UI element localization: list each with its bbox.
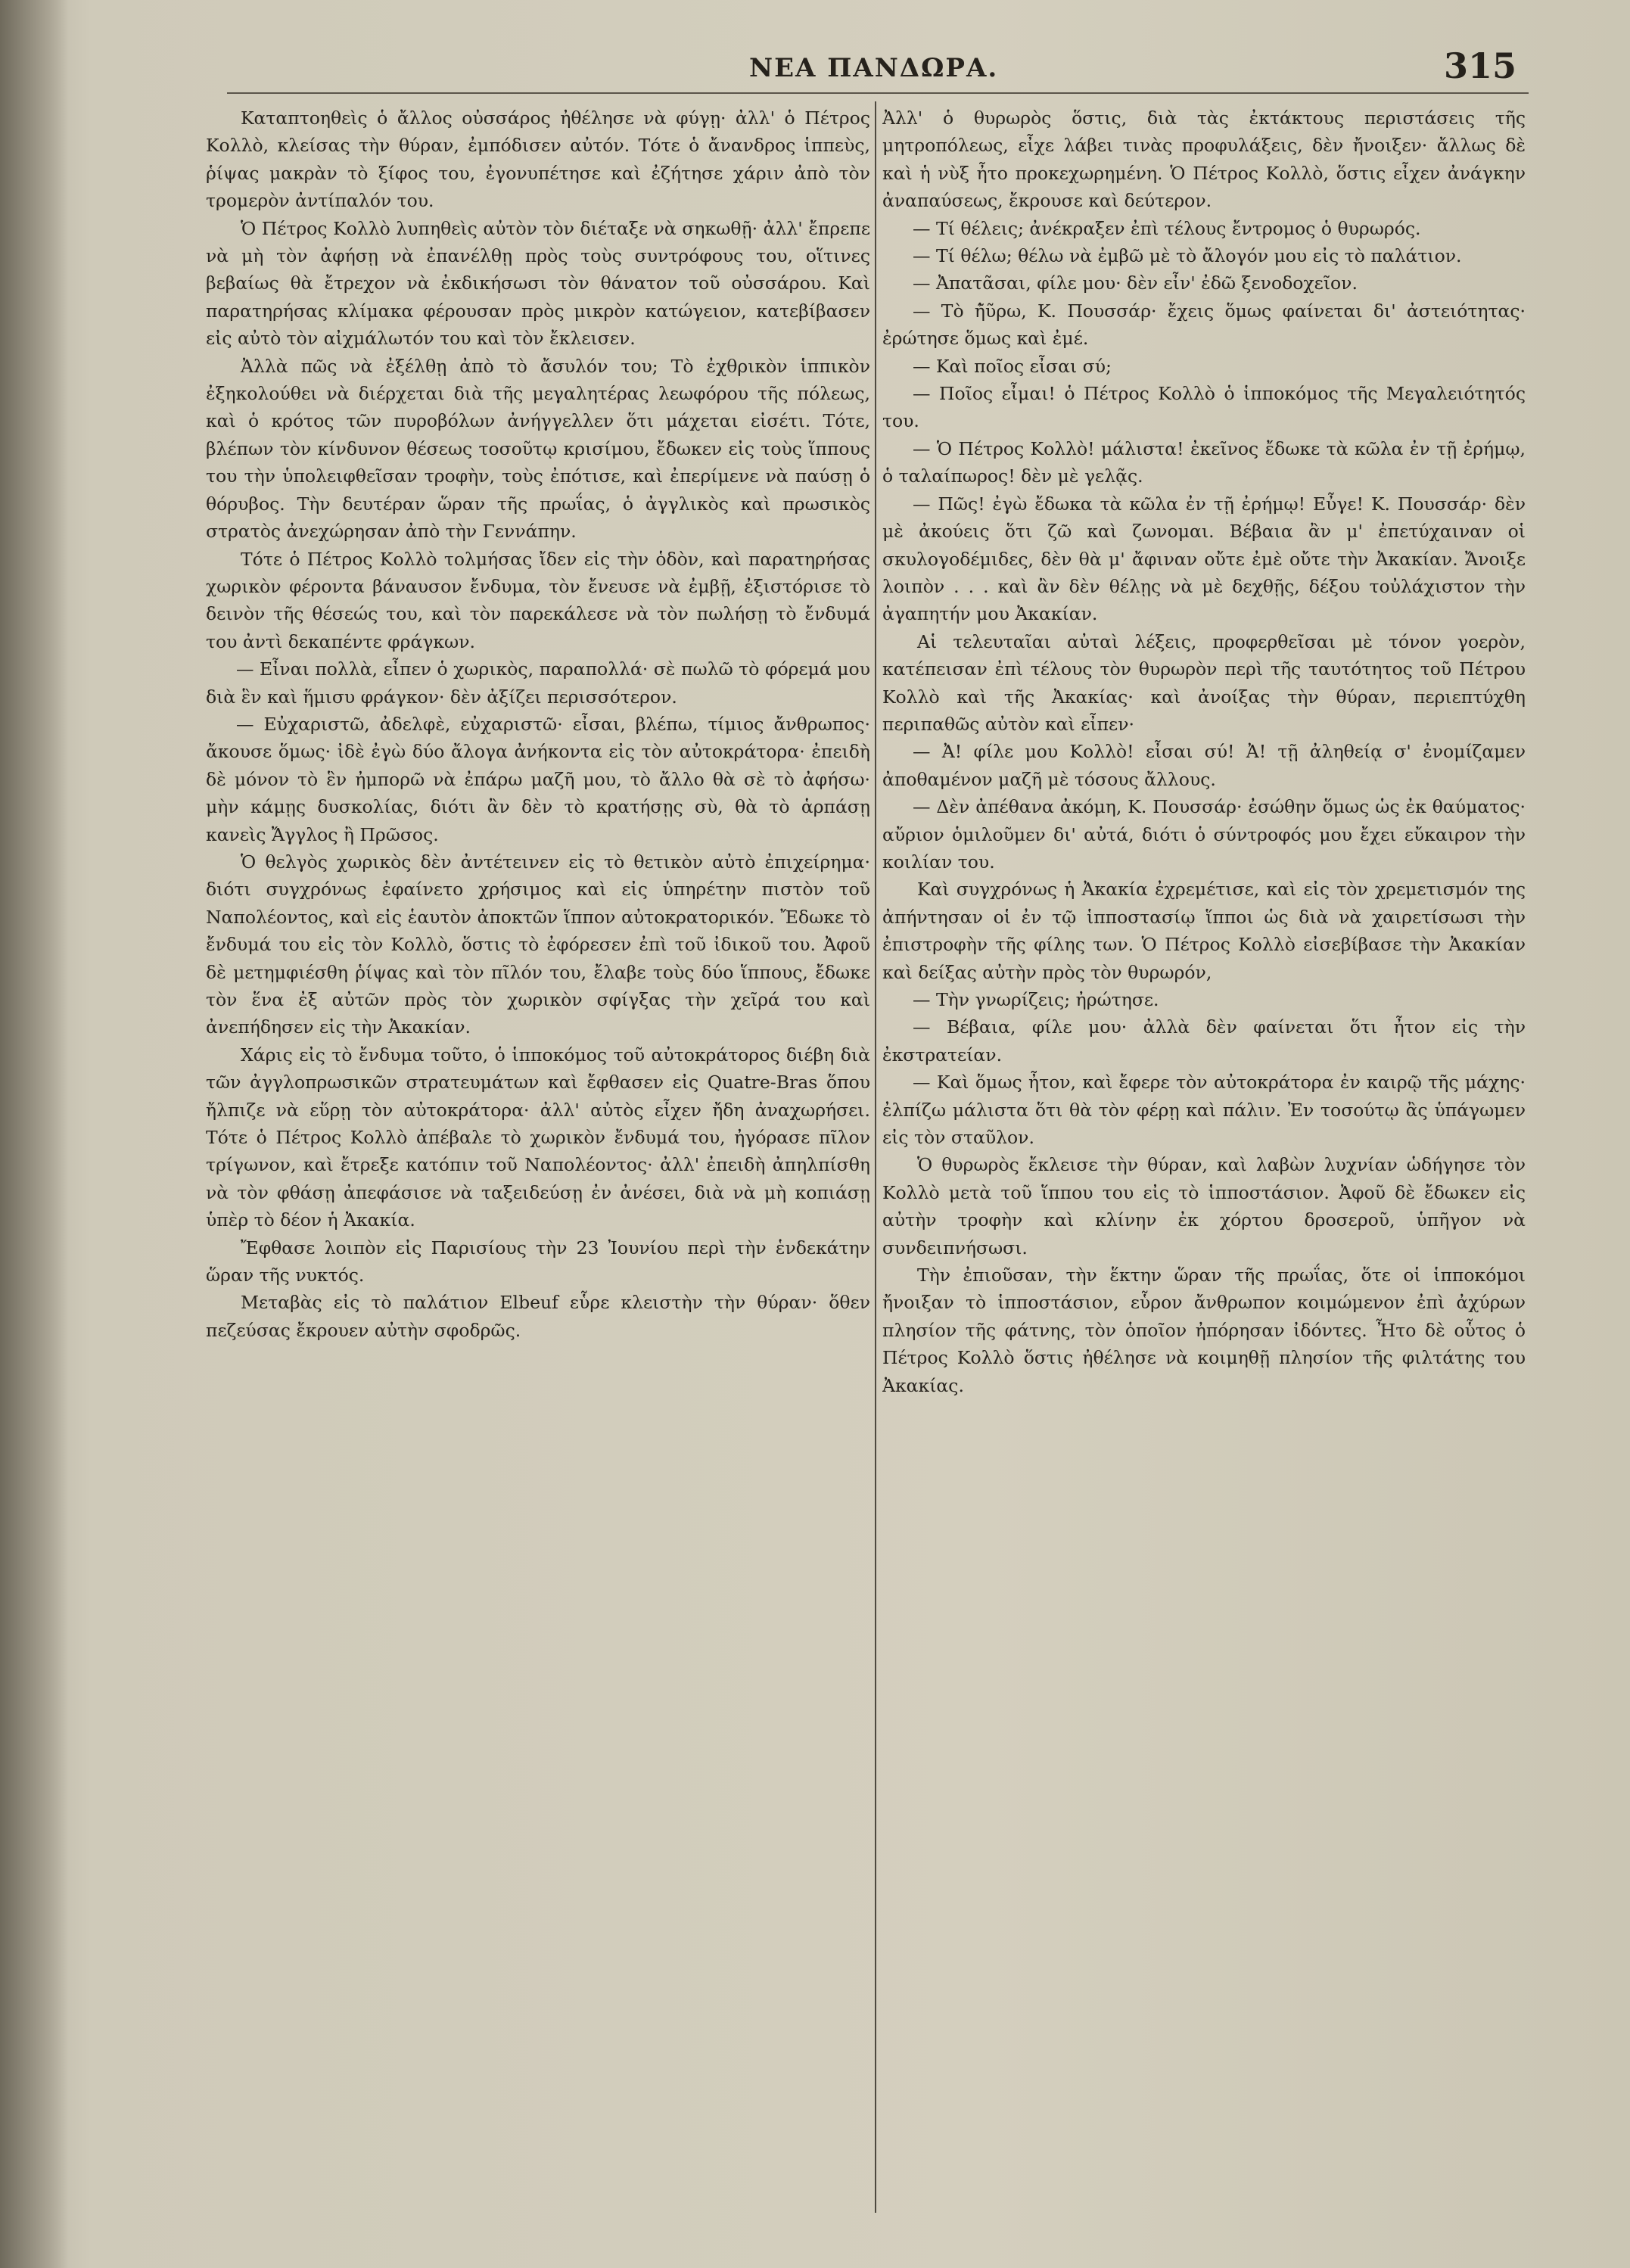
paragraph: Ὁ θυρωρὸς ἔκλεισε τὴν θύραν, καὶ λαβὼν λυχνίαν ὡδήγησε τὸν Κολλὸ μετὰ τοῦ ἵππου του εἰς τὸ ἱπποστάσιον. Ἀφοῦ δὲ ἔδωκεν εἰς αὐτὴν τροφὴν καὶ κλίνην ἐκ χόρτου δροσεροῦ, ὑπῆγον νὰ συνδειπνήσωσι. [882, 1154, 1526, 1258]
header-rule [227, 92, 1529, 94]
dialogue-paragraph: — Εἶναι πολλὰ, εἶπεν ὁ χωρικὸς, παραπολλά· σὲ πωλῶ τὸ φόρεμά μου διὰ ἓν καὶ ἥμισυ φράγκον· δὲν ἀξίζει περισσότερον. [206, 658, 870, 708]
page-header [0, 44, 1630, 89]
dialogue-paragraph: — Τί θέλεις; ἀνέκραξεν ἐπὶ τέλους ἔντρομος ὁ θυρωρός. [913, 217, 1421, 239]
dialogue-paragraph: — Καὶ ὅμως ἦτον, καὶ ἔφερε τὸν αὐτοκράτορα ἐν καιρῷ τῆς μάχης· ἐλπίζω μάλιστα ὅτι θὰ τὸν φέρῃ καὶ πάλιν. Ἐν τοσούτῳ ἂς ὑπάγωμεν εἰς τὸν σταῦλον. [882, 1072, 1526, 1149]
paragraph: Ἔφθασε λοιπὸν εἰς Παρισίους τὴν 23 Ἰουνίου περὶ τὴν ἑνδεκάτην ὥραν τῆς νυκτός. [206, 1237, 870, 1286]
dialogue-paragraph: — Ὁ Πέτρος Κολλὸ! μάλιστα! ἐκεῖνος ἔδωκε τὰ κῶλα ἐν τῇ ἐρήμῳ, ὁ ταλαίπωρος! δὲν μὲ γελᾷς. [882, 437, 1526, 487]
dialogue-paragraph: — Τὸ ἠ̃ῦρω, Κ. Πουσσάρ· ἔχεις ὅμως φαίνεται δι' ἀστειότητας· ἐρώτησε ὅμως καὶ ἐμέ. [882, 300, 1526, 350]
paragraph: Καὶ συγχρόνως ἡ Ἀκακία ἐχρεμέτισε, καὶ εἰς τὸν χρεμετισμόν της ἀπήντησαν οἱ ἐν τῷ ἱπποστασίῳ ἵπποι ὡς διὰ νὰ χαιρετίσωσι τὴν ἐπιστροφὴν τῆς φίλης των. Ὁ Πέτρος Κολλὸ εἰσεβίβασε τὴν Ἀκακίαν καὶ δείξας αὐτὴν πρὸς τὸν θυρωρόν, [882, 879, 1526, 983]
dialogue-paragraph: — Βέβαια, φίλε μου· ἀλλὰ δὲν φαίνεται ὅτι ἦτον εἰς τὴν ἐκστρατείαν. [882, 1016, 1526, 1066]
paragraph: Ὁ Πέτρος Κολλὸ λυπηθεὶς αὐτὸν τὸν διέταξε νὰ σηκωθῇ· ἀλλ' ἔπρεπε νὰ μὴ τὸν ἀφήσῃ νὰ ἐπανέλθῃ πρὸς τοὺς συντρόφους του, οἵτινες βεβαίως θὰ ἔτρεχον νὰ ἐκδικήσωσι τὸν θάνατον τοῦ οὐσσάρου. Καὶ παρατηρήσας κλίμακα φέρουσαν πρὸς μικρὸν κατώγειον, κατεβίβασεν εἰς αὐτὸ τὸν αἰχμάλωτόν του καὶ τὸν ἔκλεισεν. [206, 217, 870, 350]
dialogue-paragraph: — Πῶς! ἐγὼ ἔδωκα τὰ κῶλα ἐν τῇ ἐρήμῳ! Εὖγε! Κ. Πουσσάρ· δὲν μὲ ἀκούεις ὅτι ζῶ καὶ ζωνομαι. Βέβαια ἂν μ' ἐπετύχαιναν οἱ σκυλογοδέμιδες, δὲν θὰ μ' ἄφιναν οὔτε ἐμὲ οὔτε τὴν Ἀκακίαν. Ἄνοιξε λοιπὸν . . . καὶ ἂν δὲν θέλῃς νὰ μὲ δεχθῇς, δέξου τοὐλάχιστον τὴν ἀγαπητήν μου Ἀκακίαν. [882, 493, 1526, 625]
dialogue-paragraph: — Τί θέλω; θέλω νὰ ἐμβῶ μὲ τὸ ἄλογόν μου εἰς τὸ παλάτιον. [913, 245, 1462, 267]
book-spine-shadow [0, 0, 68, 2268]
dialogue-paragraph: — Ποῖος εἶμαι! ὁ Πέτρος Κολλὸ ὁ ἱπποκόμος τῆς Μεγαλειότητός του. [882, 383, 1526, 432]
dialogue-paragraph: — Εὐχαριστῶ, ἀδελφὲ, εὐχαριστῶ· εἶσαι, βλέπω, τίμιος ἄνθρωπος· ἄκουσε ὅμως· ἰδὲ ἐγὼ δύο ἄλογα ἀνήκοντα εἰς τὸν αὐτοκράτορα· ἐπειδὴ δὲ μόνον τὸ ἓν ἠμπορῶ νὰ ἐπάρω μαζῆ μου, τὸ ἄλλο θὰ σὲ τὸ ἀφήσω· μὴν κάμῃς δυσκολίας, διότι ἂν δὲν τὸ κρατήσῃς σὺ, θὰ τὸ ἁρπάσῃ κανεὶς Ἄγγλος ἢ Πρῶσος. [206, 713, 870, 845]
page-number: 315 [1444, 45, 1517, 86]
running-title: ΝΕΑ ΠΑΝΔΩΡΑ. [749, 53, 999, 83]
paragraph: Τότε ὁ Πέτρος Κολλὸ τολμήσας ἴδεν εἰς τὴν ὁδὸν, καὶ παρατηρήσας χωρικὸν φέροντα βάναυσον ἔνδυμα, τὸν ἔνευσε νὰ ἐμβῇ, ἐξιστόρισε τὸ δεινὸν τῆς θέσεώς του, καὶ τὸν παρεκάλεσε νὰ τὸν πωλήσῃ τὸ ἔνδυμά του ἀντὶ δεκαπέντε φράγκων. [206, 548, 870, 652]
dialogue-paragraph: — Τὴν γνωρίζεις; ἠρώτησε. [913, 989, 1159, 1010]
dialogue-paragraph: — Ἀπατᾶσαι, φίλε μου· δὲν εἶν' ἐδῶ ξενοδοχεῖον. [913, 272, 1358, 294]
dialogue-paragraph: — Καὶ ποῖος εἶσαι σύ; [913, 355, 1112, 377]
dialogue-paragraph: — Ἀ! φίλε μου Κολλὸ! εἶσαι σύ! Ἀ! τῇ ἀληθείᾳ σ' ἐνομίζαμεν ἀποθαμένον μαζῆ μὲ τόσους ἄλλους. [882, 741, 1526, 790]
paragraph: Χάρις εἰς τὸ ἔνδυμα τοῦτο, ὁ ἱπποκόμος τοῦ αὐτοκράτορος διέβη διὰ τῶν ἀγγλοπρωσικῶν στρατευμάτων καὶ ἔφθασεν εἰς Quatre-Bras ὅπου ἤλπιζε νὰ εὕρῃ τὸν αὐτοκράτορα· ἀλλ' αὐτὸς εἶχεν ἤδη ἀναχωρήσει. Τότε ὁ Πέτρος Κολλὸ ἀπέβαλε τὸ χωρικὸν ἔνδυμά του, ἠγόρασε πῖλον τρίγωνον, καὶ ἔτρεξε κατόπιν τοῦ Ναπολέοντος· ἀλλ' ἐπειδὴ ἀπηλπίσθη νὰ τὸν φθάσῃ ἀπεφάσισε νὰ ταξειδεύσῃ ἐν ἀνέσει, διὰ νὰ μὴ κοπιάσῃ ὑπὲρ τὸ δέον ἡ Ἀκακία. [206, 1044, 870, 1231]
paragraph: Ὁ θελγὸς χωρικὸς δὲν ἀντέτεινεν εἰς τὸ θετικὸν αὐτὸ ἐπιχείρημα· διότι συγχρόνως ἐφαίνετο χρήσιμος καὶ εἰς ὑπηρέτην πιστὸν τοῦ Ναπολέοντος, καὶ εἰς ἑαυτὸν ἀποκτῶν ἵππον αὐτοκρατορικόν. Ἔδωκε τὸ ἔνδυμά του εἰς τὸν Κολλὸ, ὅστις τὸ ἐφόρεσεν ἐπὶ τοῦ ἰδικοῦ του. Ἀφοῦ δὲ μετημφιέσθη ῥίψας καὶ τὸν πῖλόν του, ἔλαβε τοὺς δύο ἵππους, ἔδωκε τὸν ἕνα ἐξ αὐτῶν πρὸς τὸν χωρικὸν σφίγξας τὴν χεῖρά του καὶ ἀνεπήδησεν εἰς τὴν Ἀκακίαν. [206, 851, 870, 1038]
dialogue-paragraph: — Δὲν ἀπέθανα ἀκόμη, Κ. Πουσσάρ· ἐσώθην ὅμως ὡς ἐκ θαύματος· αὔριον ὁμιλοῦμεν δι' αὐτά, διότι ὁ σύντροφός μου ἔχει εὔκαιρον τὴν κοιλίαν του. [882, 796, 1526, 873]
paragraph: Καταπτοηθεὶς ὁ ἄλλος οὐσσάρος ἠθέλησε νὰ φύγῃ· ἀλλ' ὁ Πέτρος Κολλὸ, κλείσας τὴν θύραν, ἐμπόδισεν αὐτόν. Τότε ὁ ἄνανδρος ἱππεὺς, ῥίψας μακρὰν τὸ ξίφος του, ἐγονυπέτησε καὶ ἐζήτησε χάριν ἀπὸ τὸν τρομερὸν ἀντίπαλόν του. [206, 107, 870, 212]
paragraph: Ἀλλὰ πῶς νὰ ἐξέλθῃ ἀπὸ τὸ ἄσυλόν του; Τὸ ἐχθρικὸν ἱππικὸν ἐξηκολούθει νὰ διέρχεται διὰ τῆς μεγαλητέρας λεωφόρου τῆς πόλεως, καὶ ὁ κρότος τῶν πυροβόλων ἀνήγγελλεν ὅτι μάχεται εἰσέτι. Τότε, βλέπων τὸν κίνδυνον θέσεως τοσοῦτῳ κρισίμου, ἔδωκεν εἰς τοὺς ἵππους του τὴν ὑπολειφθεῖσαν τροφὴν, τοὺς ἐπότισε, καὶ ἐπερίμενε νὰ παύσῃ ὁ θόρυβος. Τὴν δευτέραν ὥραν τῆς πρωΐας, ὁ ἀγγλικὸς καὶ πρωσικὸς στρατὸς ἀνεχώρησαν ἀπὸ τὴν Γεννάπην. [206, 355, 870, 543]
paragraph: Μεταβὰς εἰς τὸ παλάτιον Elbeuf εὗρε κλειστὴν τὴν θύραν· ὅθεν πεζεύσας ἔκρουεν αὐτὴν σφοδρῶς. [206, 1292, 870, 1341]
column-divider [875, 101, 876, 2213]
paragraph: Ἀλλ' ὁ θυρωρὸς ὅστις, διὰ τὰς ἐκτάκτους περιστάσεις τῆς μητροπόλεως, εἶχε λάβει τινὰς προφυλάξεις, δὲν ἤνοιξεν· ἄλλως δὲ καὶ ἡ νὺξ ἦτο προκεχωρημένη. Ὁ Πέτρος Κολλὸ, ὅστις εἶχεν ἀνάγκην ἀναπαύσεως, ἔκρουσε καὶ δεύτερον. [882, 107, 1526, 212]
paragraph: Τὴν ἐπιοῦσαν, τὴν ἕκτην ὥραν τῆς πρωΐας, ὅτε οἱ ἱπποκόμοι ἤνοιξαν τὸ ἱπποστάσιον, εὗρον ἄνθρωπον κοιμώμενον ἐπὶ ἀχύρων πλησίον τῆς φάτνης, τὸν ὁποῖον ἠπόρησαν ἰδόντες. Ἦτο δὲ οὗτος ὁ Πέτρος Κολλὸ ὅστις ἠθέλησε νὰ κοιμηθῇ πλησίον τῆς φιλτάτης του Ἀκακίας. [882, 1265, 1526, 1396]
paragraph: Αἱ τελευταῖαι αὐταὶ λέξεις, προφερθεῖσαι μὲ τόνον γοερὸν, κατέπεισαν ἐπὶ τέλους τὸν θυρωρὸν περὶ τῆς ταυτότητος τοῦ Πέτρου Κολλὸ καὶ τῆς Ἀκακίας· καὶ ἀνοίξας τὴν θύραν, περιεπτύχθη περιπαθῶς αὐτὸν καὶ εἶπεν· [882, 630, 1526, 735]
right-column [882, 104, 1526, 2238]
left-column [206, 104, 870, 2238]
